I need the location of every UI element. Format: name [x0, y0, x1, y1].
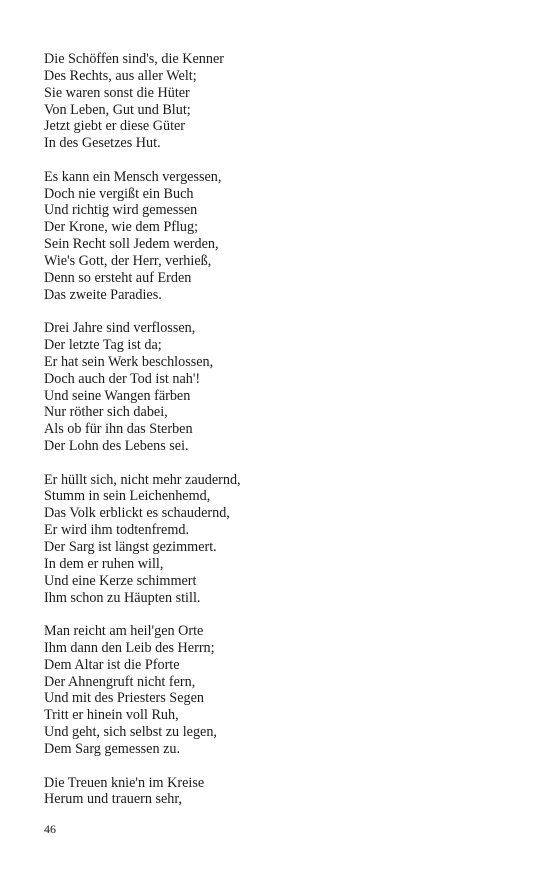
poem-line: Sie waren sonst die Hüter — [44, 84, 190, 101]
poem-line: Von Leben, Gut und Blut; — [44, 101, 191, 118]
poem-line: Es kann ein Mensch vergessen, — [44, 168, 222, 185]
poem-line: Dem Altar ist die Pforte — [44, 656, 180, 673]
poem-line: Nur röther sich dabei, — [44, 404, 168, 421]
poem-line: Die Schöffen sind's, die Kenner — [44, 51, 224, 67]
poem-line: Stumm in sein Leichenhemd, — [44, 488, 211, 505]
poem-line: Er hüllt sich, nicht mehr zaudernd, — [44, 471, 241, 488]
stanza-4 — [44, 472, 514, 607]
poem-line: Und geht, sich selbst zu legen, — [44, 724, 217, 741]
poem-line: Ihm dann den Leib des Herrn; — [44, 639, 215, 656]
stanza-3 — [44, 320, 514, 455]
poem-line: Man reicht am heil'gen Orte — [44, 623, 204, 640]
poem-line: Drei Jahre sind verflossen, — [44, 320, 196, 337]
poem-line: Und mit des Priesters Segen — [44, 690, 204, 707]
stanza-6 — [44, 775, 514, 809]
poem-line: Der Ahnengruft nicht fern, — [44, 673, 196, 690]
poem-line: Der Lohn des Lebens sei. — [44, 438, 189, 455]
stanza-5 — [44, 623, 514, 758]
stanza-1 — [44, 51, 514, 152]
poem-line: Als ob für ihn das Sterben — [44, 421, 193, 438]
poem-line: Sein Recht soll Jedem werden, — [44, 236, 219, 253]
poem-line: Der Krone, wie dem Pflug; — [44, 219, 199, 236]
poem-line: Herum und trauern sehr, — [44, 791, 183, 808]
poem-line: Und eine Kerze schimmert — [44, 572, 197, 589]
poem-line: Doch nie vergißt ein Buch — [44, 185, 194, 202]
poem-line: Wie's Gott, der Herr, verhieß, — [44, 252, 212, 269]
poem-line: Ihm schon zu Häupten still. — [44, 589, 201, 606]
poem-line: Der letzte Tag ist da; — [44, 337, 162, 354]
poem-line: Und seine Wangen färben — [44, 387, 191, 404]
poem-line: Der Sarg ist längst gezimmert. — [44, 539, 217, 555]
poem-line: Und richtig wird gemessen — [44, 202, 198, 219]
poem-line: In dem er ruhen will, — [44, 555, 164, 572]
poem-line: Dem Sarg gemessen zu. — [44, 740, 181, 757]
poem-line: Die Treuen knie'n im Kreise — [44, 774, 205, 791]
poem-line: Doch auch der Tod ist nah'! — [44, 370, 201, 387]
page-number: 46 — [44, 822, 56, 836]
poem-line: Des Rechts, aus aller Welt; — [44, 67, 197, 84]
stanza-2 — [44, 169, 514, 304]
poem-line: Das zweite Paradies. — [44, 286, 162, 303]
poem-line: Das Volk erblickt es schaudernd, — [44, 505, 230, 522]
poem-line: Er wird ihm todtenfremd. — [44, 522, 189, 539]
poem-body — [44, 51, 514, 825]
poem-line: Tritt er hinein voll Ruh, — [44, 707, 179, 724]
poem-line: In des Gesetzes Hut. — [44, 135, 161, 152]
poem-line: Er hat sein Werk beschlossen, — [44, 353, 214, 370]
poem-line: Jetzt giebt er diese Güter — [44, 118, 186, 135]
poem-line: Denn so ersteht auf Erden — [44, 269, 192, 286]
